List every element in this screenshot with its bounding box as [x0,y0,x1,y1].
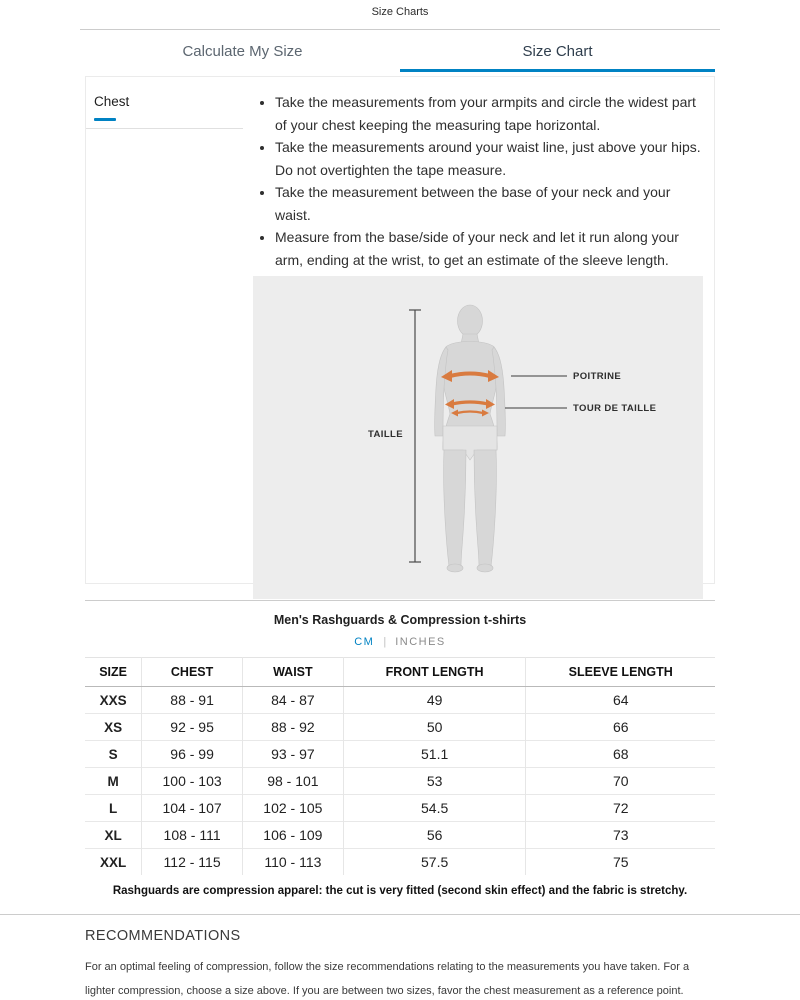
measurement-cell: 49 [343,687,526,714]
tab-calculate-my-size[interactable]: Calculate My Size [85,35,400,72]
size-cell: XS [85,714,142,741]
measurement-figure [253,276,703,599]
measurement-cell: 54.5 [343,795,526,822]
size-cell: XL [85,822,142,849]
measurement-cell: 106 - 109 [242,822,343,849]
tab-size-chart[interactable]: Size Chart [400,35,715,72]
measurement-cell: 96 - 99 [142,741,243,768]
measurement-cell: 98 - 101 [242,768,343,795]
page-title: Size Charts [371,6,429,18]
size-table-header-row [85,658,715,687]
measurement-cell: 68 [526,741,715,768]
column-header: SIZE [85,658,142,687]
measurement-cell: 73 [526,822,715,849]
measurement-cell: 104 - 107 [142,795,243,822]
instruction-item: • Take the measurement between the base of your neck and your waist. [275,181,708,226]
recommendations-section [85,928,715,1000]
table-row [85,714,715,741]
measurement-cell: 50 [343,714,526,741]
size-cell: XXS [99,692,127,708]
instruction-item: • Take the measurements around your waist line, just above your hips. Do not overtighten the tape measure. [275,136,708,181]
tab-bar [85,35,715,72]
measurement-cell: 88 - 91 [142,687,243,714]
measurement-cell: 64 [526,687,715,714]
instruction-list [253,91,708,271]
section-divider [85,600,715,601]
table-row [85,795,715,822]
column-header: SLEEVE LENGTH [526,658,715,687]
size-cell: L [85,795,142,822]
measurement-cell: 53 [343,768,526,795]
compression-note: Rashguards are compression apparel: the cut is very fitted (second skin effect) and the fabric is stretchy. [112,885,688,897]
measurement-cell: 92 - 95 [142,714,243,741]
measurement-cell: 51.1 [343,741,526,768]
size-cell: M [85,768,142,795]
table-row [85,849,715,876]
table-row [85,768,715,795]
active-tab-indicator [94,118,116,121]
unit-inches[interactable]: INCHES [395,636,446,648]
height-label: TAILLE [368,429,403,440]
content-area [85,35,715,897]
measurement-cell: 66 [526,714,715,741]
measurement-cell: 88 - 92 [242,714,343,741]
measurement-cell: 75 [526,849,715,876]
size-table-title: Men's Rashguards & Compression t-shirts [273,613,527,627]
measurement-cell: 72 [526,795,715,822]
unit-toggle [85,636,715,648]
measurement-cell: 70 [526,768,715,795]
sidebar-item-chest[interactable] [86,77,243,129]
size-cell: XXL [85,849,142,876]
measurement-cell: 112 - 115 [142,849,243,876]
table-row [85,741,715,768]
measurement-cell: 57.5 [343,849,526,876]
measurement-cell: 56 [343,822,526,849]
size-table [85,657,715,875]
measurement-cell: 110 - 113 [242,849,343,876]
measurement-sidebar [86,77,243,583]
column-header: FRONT LENGTH [343,658,526,687]
measurement-instructions-panel [243,77,714,583]
table-row [85,687,715,714]
unit-cm[interactable]: CM [354,636,375,648]
instruction-item: • Take the measurements from your armpits and circle the widest part of your chest keeping the measuring tape horizontal. [275,91,708,136]
recommendations-divider [0,914,800,915]
measurement-cell: 100 - 103 [142,768,243,795]
measurement-guide-card [85,76,715,584]
instruction-item: • Measure from the base/side of your neck and let it run along your arm, ending at the wrist, to get an estimate of the sleeve length. [275,226,708,271]
header-divider [80,29,720,30]
column-header: WAIST [242,658,343,687]
measurement-cell: 84 - 87 [242,687,343,714]
sidebar-item-label: Chest [94,94,130,109]
table-row [85,822,715,849]
recommendations-body: For an optimal feeling of compression, follow the size recommendations relating to the measurements you have taken. For a lighter compression, choose a size above. If you are between two sizes, favor the chest measurement as a reference point. [85,961,690,997]
size-cell: S [85,741,142,768]
column-header: CHEST [142,658,243,687]
measurement-cell: 108 - 111 [142,822,243,849]
unit-separator: | [383,636,387,648]
measurement-cell: 102 - 105 [242,795,343,822]
chest-label: POITRINE [573,371,622,382]
recommendations-title: RECOMMENDATIONS [85,928,241,944]
waist-label: TOUR DE TAILLE [573,403,657,414]
measurement-cell: 93 - 97 [242,741,343,768]
